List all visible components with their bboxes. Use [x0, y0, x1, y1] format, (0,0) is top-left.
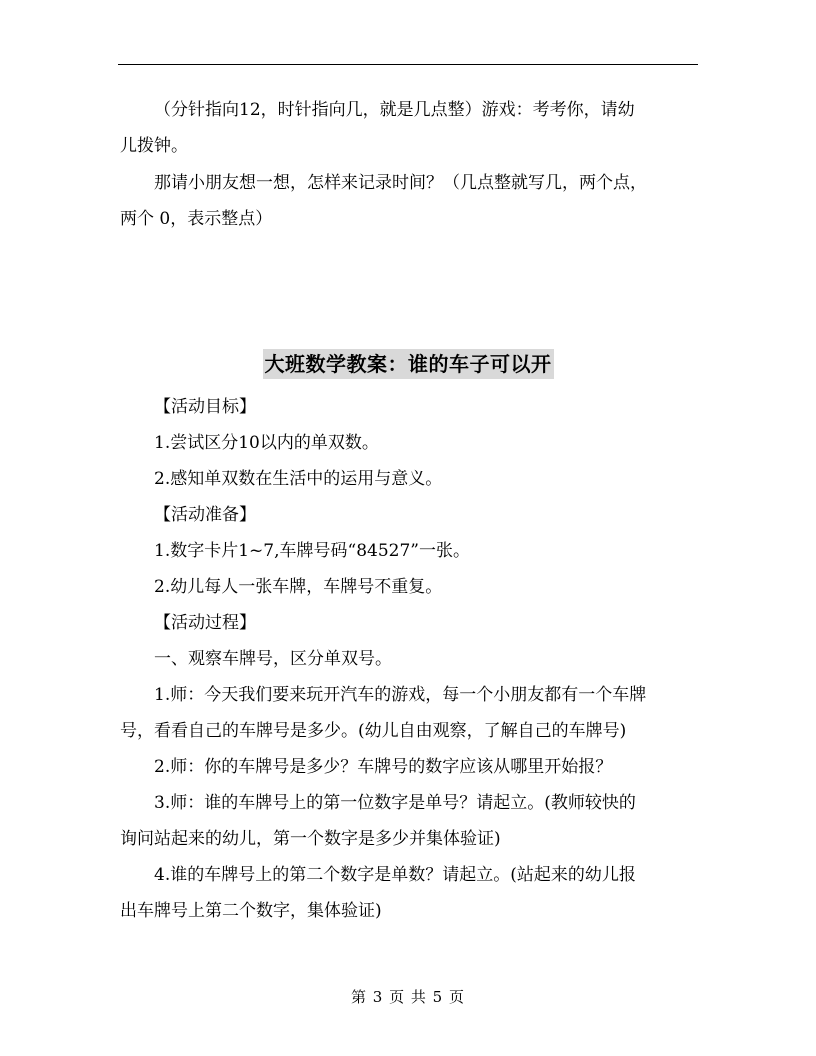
prep-heading: 【活动准备】	[154, 505, 256, 525]
goal-item: 1.尝试区分10以内的单双数。	[154, 433, 379, 453]
prep-item: 1.数字卡片1~7,车牌号码“84527”一张。	[154, 541, 470, 561]
intro-line: （分针指向12，时针指向几，就是几点整）游戏：考考你，请幼	[154, 100, 635, 120]
document-title: 大班数学教案：谁的车子可以开	[263, 349, 554, 379]
process-step: 4.谁的车牌号上的第二个数字是单数？请起立。(站起来的幼儿报	[154, 865, 636, 885]
goals-heading: 【活动目标】	[154, 397, 256, 417]
process-section: 一、观察车牌号，区分单双号。	[154, 649, 392, 669]
process-step: 3.师：谁的车牌号上的第一位数字是单号？请起立。(教师较快的	[154, 793, 636, 813]
process-heading: 【活动过程】	[154, 613, 256, 633]
process-step: 询问站起来的幼儿，第一个数字是多少并集体验证)	[120, 829, 501, 849]
process-step: 出车牌号上第二个数字，集体验证)	[120, 901, 382, 921]
page-footer: 第 3 页 共 5 页	[351, 988, 465, 1006]
process-step: 1.师：今天我们要来玩开汽车的游戏，每一个小朋友都有一个车牌	[154, 685, 647, 705]
header-rule	[118, 64, 698, 65]
goal-item: 2.感知单双数在生活中的运用与意义。	[154, 469, 443, 489]
intro-line: 那请小朋友想一想，怎样来记录时间？（几点整就写几，两个点，	[154, 173, 647, 193]
prep-item: 2.幼儿每人一张车牌，车牌号不重复。	[154, 577, 443, 597]
process-step: 号，看看自己的车牌号是多少。(幼儿自由观察，了解自己的车牌号)	[120, 721, 627, 741]
intro-line: 儿拨钟。	[120, 136, 188, 156]
title-wrap	[0, 349, 816, 379]
intro-line: 两个 0，表示整点）	[120, 209, 273, 229]
process-step: 2.师：你的车牌号是多少？车牌号的数字应该从哪里开始报？	[154, 757, 613, 777]
